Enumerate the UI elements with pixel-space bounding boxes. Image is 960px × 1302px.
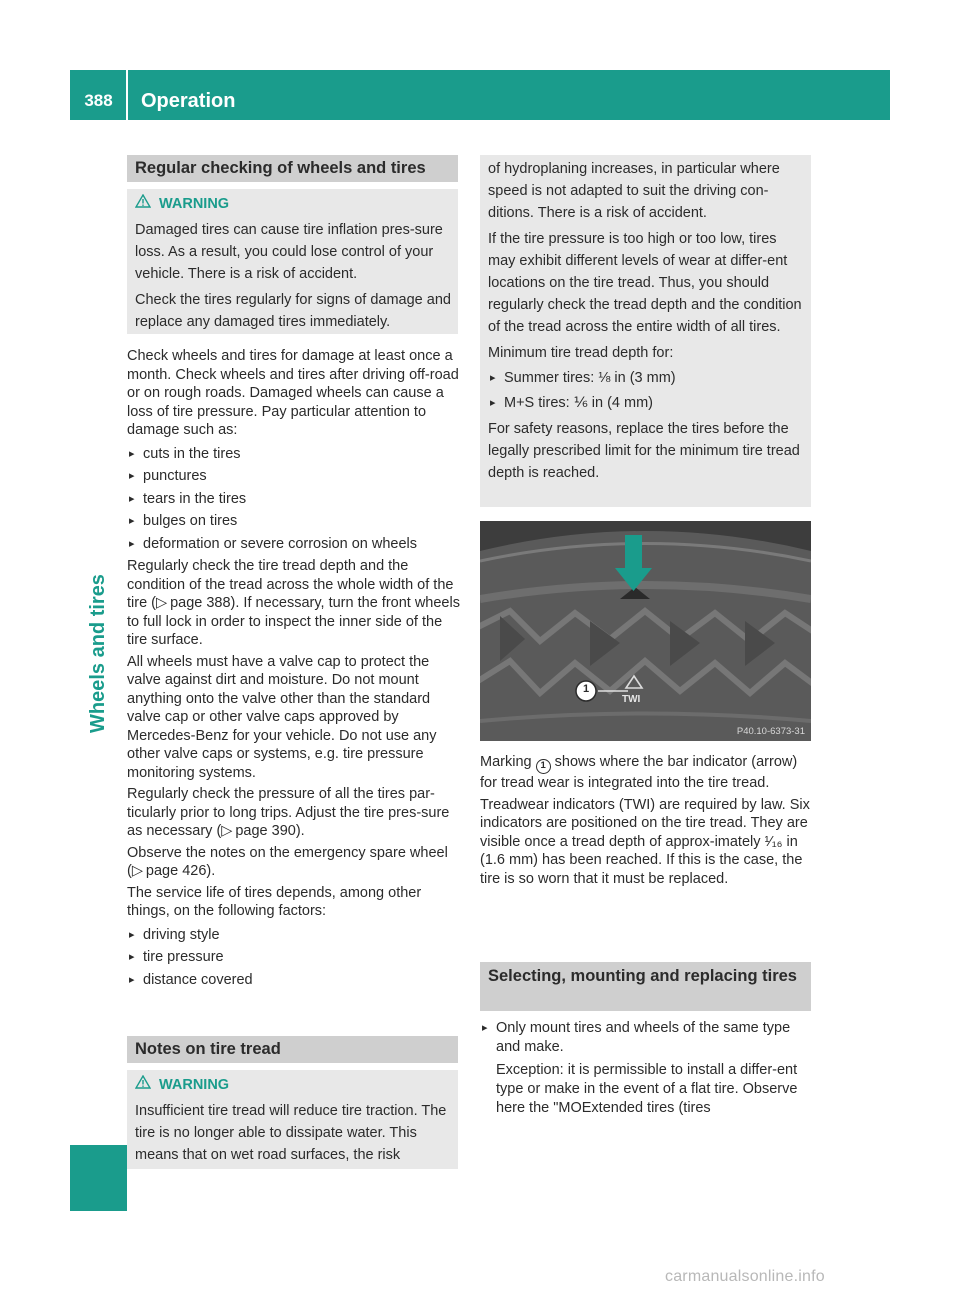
spare-wheel-paragraph	[127, 844, 460, 881]
paragraph-text: shows where the bar indicator (arrow) for tread wear is integrated into the tire tread.	[480, 754, 798, 791]
sidebar-section-label: Wheels and tires	[87, 574, 109, 733]
warning-box-damaged-tires	[127, 189, 458, 334]
warning-text-1: Insufficient tire tread will reduce tire traction. The tire is no longer able to dissipate water. This means that on wet road surfaces, the risk	[135, 1103, 447, 1163]
list-item: ▸ tire pressure	[127, 946, 460, 969]
list-item	[480, 1019, 813, 1118]
list-item: ▸ cuts in the tires	[127, 443, 460, 466]
tire-tread-drawing	[480, 521, 811, 741]
service-life-paragraph: The service life of tires depends, among other things, on the following factors:	[127, 884, 422, 919]
marking-paragraph	[480, 753, 813, 793]
warning-text-continued: of hydroplaning increases, in particular where speed is not adapted to suit the driving con-ditions. There is a risk of accident.	[488, 161, 780, 221]
list-item: ▸ M+S tires: ⅙ in (4 mm)	[488, 391, 805, 416]
list-item: ▸ deformation or severe corrosion on wheels	[127, 533, 460, 556]
page-ref-426-link[interactable]: page 426	[145, 863, 207, 879]
list-item-text: Only mount tires and wheels of the same type and make.	[496, 1020, 791, 1055]
warning-title	[135, 1074, 452, 1096]
list-item: ▸ punctures	[127, 465, 460, 488]
marking-description	[480, 753, 813, 891]
warning-triangle-icon	[135, 1074, 151, 1096]
factor-list	[127, 924, 460, 992]
section-body-selecting-tires	[480, 1019, 813, 1118]
paragraph-text: Regularly check the tire tread depth and the condition of the tread across the whole width of the tire (	[127, 558, 454, 611]
list-item: ▸ bulges on tires	[127, 510, 460, 533]
image-reference-code: P40.10-6373-31	[736, 726, 805, 737]
page-ref-arrow-icon: ▷	[221, 823, 233, 839]
intro-paragraph: Check wheels and tires for damage at least once a month. Check wheels and tires after driving off-road or on rough roads. Damaged wheels can cause a loss of tire pressure. Pay particular attention to damage such as:	[127, 348, 459, 438]
min-depth-text: Minimum tire tread depth for:	[488, 345, 674, 361]
damage-list	[127, 443, 460, 556]
paragraph-text: Marking	[480, 754, 536, 770]
pressure-paragraph	[127, 785, 460, 841]
callout-1-icon: 1	[536, 759, 551, 774]
warning-label: WARNING	[159, 1077, 230, 1093]
warning-box-continued	[480, 155, 811, 507]
footer-site-watermark: carmanualsonline.info	[665, 1268, 825, 1285]
header-divider	[126, 70, 128, 120]
page-ref-arrow-icon: ▷	[156, 595, 168, 611]
section-heading-selecting-tires: Selecting, mounting and replacing tires	[480, 962, 811, 1011]
list-item: ▸ distance covered	[127, 969, 460, 992]
mounting-list	[480, 1019, 813, 1118]
tire-tread-illustration	[480, 521, 811, 741]
chapter-title: Operation	[141, 90, 236, 112]
warning-label: WARNING	[159, 196, 230, 212]
paragraph-text: Observe the notes on the emergency spare wheel (	[127, 844, 448, 879]
warning-box-tire-tread	[127, 1070, 458, 1169]
section-heading-regular-checking: Regular checking of wheels and tires	[127, 155, 458, 182]
list-item: ▸ tears in the tires	[127, 488, 460, 511]
sidebar-tab-marker	[70, 1145, 127, 1211]
paragraph-text: ). If necessary, turn the front wheels to full lock in order to inspect the inner side of the tire surface.	[127, 595, 460, 648]
warning-text-1: Damaged tires can cause tire inflation pres-sure loss. As a result, you could lose control of your vehicle. There is a risk of accident.	[135, 222, 443, 282]
pressure-wear-text: If the tire pressure is too high or too low, tires may exhibit different levels of wear at differ-ent locations on the tire tread. Thus, you should regularly check the tread depth and the condition of the tread across the entire width of all tires.	[488, 231, 802, 335]
section-body-regular-checking	[127, 347, 460, 993]
page-ref-388-link[interactable]: page 388	[170, 595, 231, 611]
warning-text-2: Check the tires regularly for signs of damage and replace any damaged tires immediately.	[135, 292, 451, 330]
callout-1-label: 1	[582, 683, 590, 695]
valve-cap-paragraph: All wheels must have a valve cap to protect the valve against dirt and moisture. Do not mount anything onto the valve other than the standard valve cap or other valve caps approved by Mercedes-Benz for your vehicle. Do not use any other valve caps or systems, e.g. tire pressure monitoring systems.	[127, 653, 437, 781]
twi-paragraph: Treadwear indicators (TWI) are required by law. Six indicators are positioned on the tire tread. They are visible once a tread depth of approx-imately ¹⁄₁₆ in (1.6 mm) has been reached. If this is the case, the tire is so worn that it must be replaced.	[480, 796, 810, 887]
list-item: ▸ Summer tires: ⅛ in (3 mm)	[488, 366, 805, 391]
page-number: 388	[84, 91, 113, 110]
min-depth-list	[488, 366, 805, 416]
page-ref-390-link[interactable]: page 390	[235, 823, 296, 839]
tread-check-paragraph	[127, 557, 460, 650]
page-ref-arrow-icon: ▷	[131, 863, 143, 879]
replace-advice-text: For safety reasons, replace the tires before the legally prescribed limit for the minimum tire tread depth is reached.	[488, 421, 800, 481]
warning-triangle-icon	[135, 193, 151, 215]
paragraph-text: Regularly check the pressure of all the tires par-ticularly prior to long trips. Adjust the tire pres-sure as necessary (	[127, 786, 450, 839]
section-heading-tire-tread: Notes on tire tread	[127, 1036, 458, 1063]
page-header	[70, 70, 890, 120]
exception-note: Exception: it is permissible to install a differ-ent type or make in the event of a flat tire. Observe here the "MOExtended tires (tires	[496, 1062, 798, 1116]
twi-label: TWI	[622, 694, 641, 705]
paragraph-text: ).	[206, 863, 216, 879]
paragraph-text: ).	[295, 823, 305, 839]
list-item: ▸ driving style	[127, 924, 460, 947]
warning-title	[135, 193, 452, 215]
